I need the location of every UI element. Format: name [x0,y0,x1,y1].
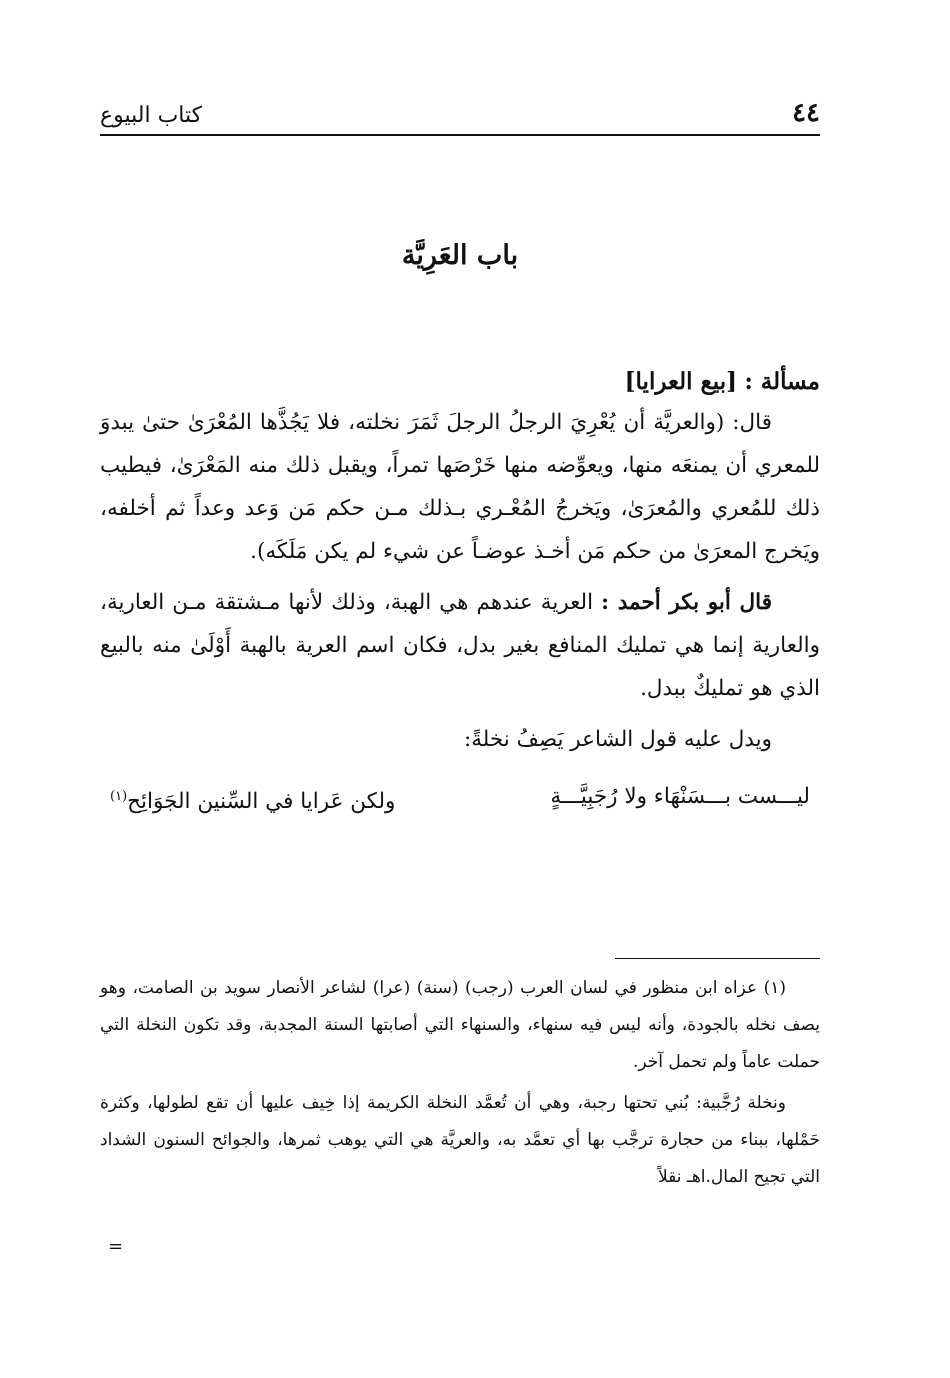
paragraph-evidence: ويدل عليه قول الشاعر يَصِفُ نخلةً: [464,727,772,752]
verse-second-half-wrap [110,775,395,823]
footnote-separator [615,958,820,959]
commentary-text: العرية عندهم هي الهبة، وذلك لأنها مـشتقة مـن العارية، والعارية إنما هي تمليك المنافع بغير بدل، فكان اسم العرية بالهبة أَوْلَىٰ منه بالبيع الذي هو تمليكٌ ببدل. [100,590,820,701]
book-title: كتاب البيوع [100,103,203,128]
poetry-verse [110,775,810,823]
section-heading [100,368,820,395]
verse-first-half: ليـــست بـــسَنْهَاء ولا رُجَبِيَّـــةٍ [550,784,810,809]
footnote-1-continued: ونخلة رُجَّبية: بُني تحتها رجبة، وهي أن تُعمَّد النخلة الكريمة إذا خِيف عليها أن تقع لطولها، وكثرة حَمْلها، ببناء من حجارة ترجَّب بها أي تعمَّد به، والعريَّة هي التي يوهب ثمرها، والجوائح السنون الشداد التي تجيح المال.اهـ نقلاً [100,1093,820,1187]
footnote-ref: (١) [110,789,128,804]
main-text [100,368,820,823]
paragraph-commentary [100,581,820,710]
page-number: ٤٤ [792,98,820,128]
continuation-mark: = [108,1236,124,1257]
footnotes [100,970,820,1200]
speaker-name: قال أبو بكر أحمد : [601,590,772,615]
verse-second-half: ولكن عَرايا في السِّنين الجَوَائِح [127,789,396,815]
section-title: [بيع العرايا] [624,368,737,395]
running-header [100,96,820,136]
chapter-title: باب العَرِيَّة [401,240,519,271]
section-label: مسألة : [744,368,820,395]
footnote-1: (١) عزاه ابن منظور في لسان العرب (رجب) (سنة) (عرا) لشاعر الأنصار سويد بن الصامت، وهو يصف نخله بالجودة، وأنه ليس فيه سنهاء، والسنهاء التي أصابتها السنة المجدبة، وقد تكون النخلة التي حملت عاماً ولم تحمل آخر. [100,978,820,1072]
paragraph-quote: قال: (والعريَّة أن يُعْرِيَ الرجلُ الرجلَ ثَمَرَ نخلته، فلا يَجُذَّها المُعْرَىٰ حتىٰ يبدوَ للمعري أن يمنعَه منها، ويعوِّضه منها خَرْصَها تمراً، ويقبل ذلك منه المَعْرَىٰ، فيطيب ذلك للمُعري والمُعرَىٰ، ويَخرجُ المُعْـري بـذلك مـن حكم مَن وَعد وعداً ثم أخلفه، ويَخرج المعرَىٰ من حكم مَن أخـذ عوضـاً عن شيء لم يكن مَلَكَه). [100,410,820,564]
